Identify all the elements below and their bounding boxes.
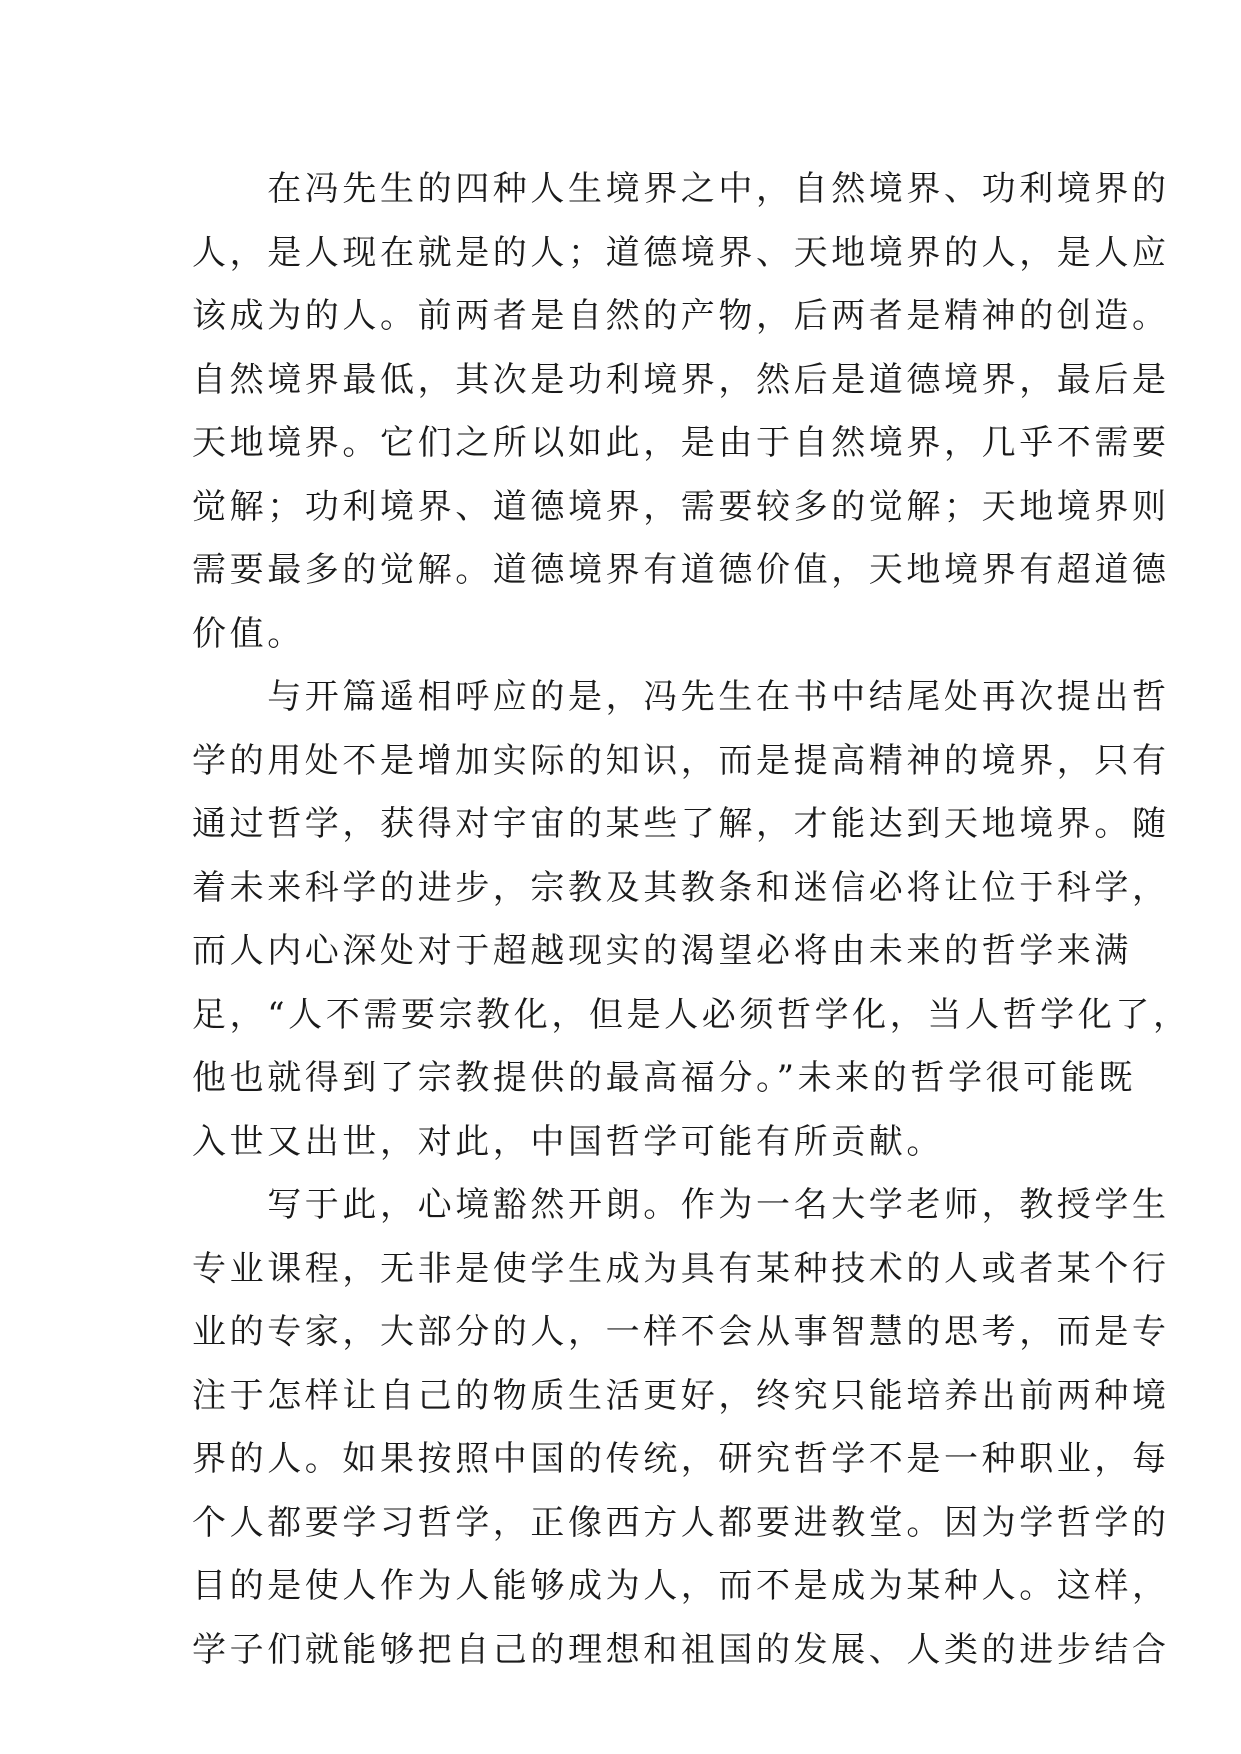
text-line: 通过哲学，获得对宇宙的某些了解，才能达到天地境界。随: [192, 804, 1170, 844]
text-line: 业的专家，大部分的人，一样不会从事智慧的思考，而是专: [192, 1312, 1170, 1352]
text-line: 他也就得到了宗教提供的最高福分。”未来的哲学很可能既: [192, 1058, 1136, 1098]
text-line: 专业课程，无非是使学生成为具有某种技术的人或者某个行: [192, 1248, 1170, 1289]
text-line: 学的用处不是增加实际的知识，而是提高精神的境界，只有: [192, 740, 1170, 781]
text-line: 需要最多的觉解。道德境界有道德价值，天地境界有超道德: [192, 550, 1170, 590]
paragraph-1: [192, 158, 1170, 666]
text-line: 在冯先生的四种人生境界之中，自然境界、功利境界的: [192, 169, 1170, 209]
text-line: 天地境界。它们之所以如此，是由于自然境界，几乎不需要: [192, 423, 1170, 463]
text-line: 价值。: [192, 613, 305, 654]
text-line: 着未来科学的进步，宗教及其教条和迷信必将让位于科学，: [192, 867, 1170, 908]
document-body: [192, 158, 1191, 1682]
paragraph-3: [192, 1174, 1170, 1682]
text-line: 自然境界最低，其次是功利境界，然后是道德境界，最后是: [192, 359, 1170, 400]
paragraph-2: [192, 666, 1191, 1174]
text-line: 该成为的人。前两者是自然的产物，后两者是精神的创造。: [192, 296, 1170, 336]
text-line: 入世又出世，对此，中国哲学可能有所贡献。: [192, 1121, 944, 1162]
text-line: 学子们就能够把自己的理想和祖国的发展、人类的进步结合: [192, 1629, 1170, 1670]
text-line: 足，“人不需要宗教化，但是人必须哲学化，当人哲学化了，: [192, 994, 1191, 1035]
text-line: 与开篇遥相呼应的是，冯先生在书中结尾处再次提出哲: [192, 677, 1170, 717]
text-line: 目的是使人作为人能够成为人，而不是成为某种人。这样，: [192, 1566, 1170, 1606]
text-line: 人，是人现在就是的人；道德境界、天地境界的人，是人应: [192, 232, 1170, 273]
text-line: 觉解；功利境界、道德境界，需要较多的觉解；天地境界则: [192, 486, 1170, 527]
text-line: 界的人。如果按照中国的传统，研究哲学不是一种职业，每: [192, 1439, 1170, 1479]
text-line: 而人内心深处对于超越现实的渴望必将由未来的哲学来满: [192, 931, 1132, 971]
text-line: 个人都要学习哲学，正像西方人都要进教堂。因为学哲学的: [192, 1502, 1170, 1543]
text-line: 写于此，心境豁然开朗。作为一名大学老师，教授学生: [192, 1185, 1170, 1225]
text-line: 注于怎样让自己的物质生活更好，终究只能培养出前两种境: [192, 1375, 1170, 1416]
